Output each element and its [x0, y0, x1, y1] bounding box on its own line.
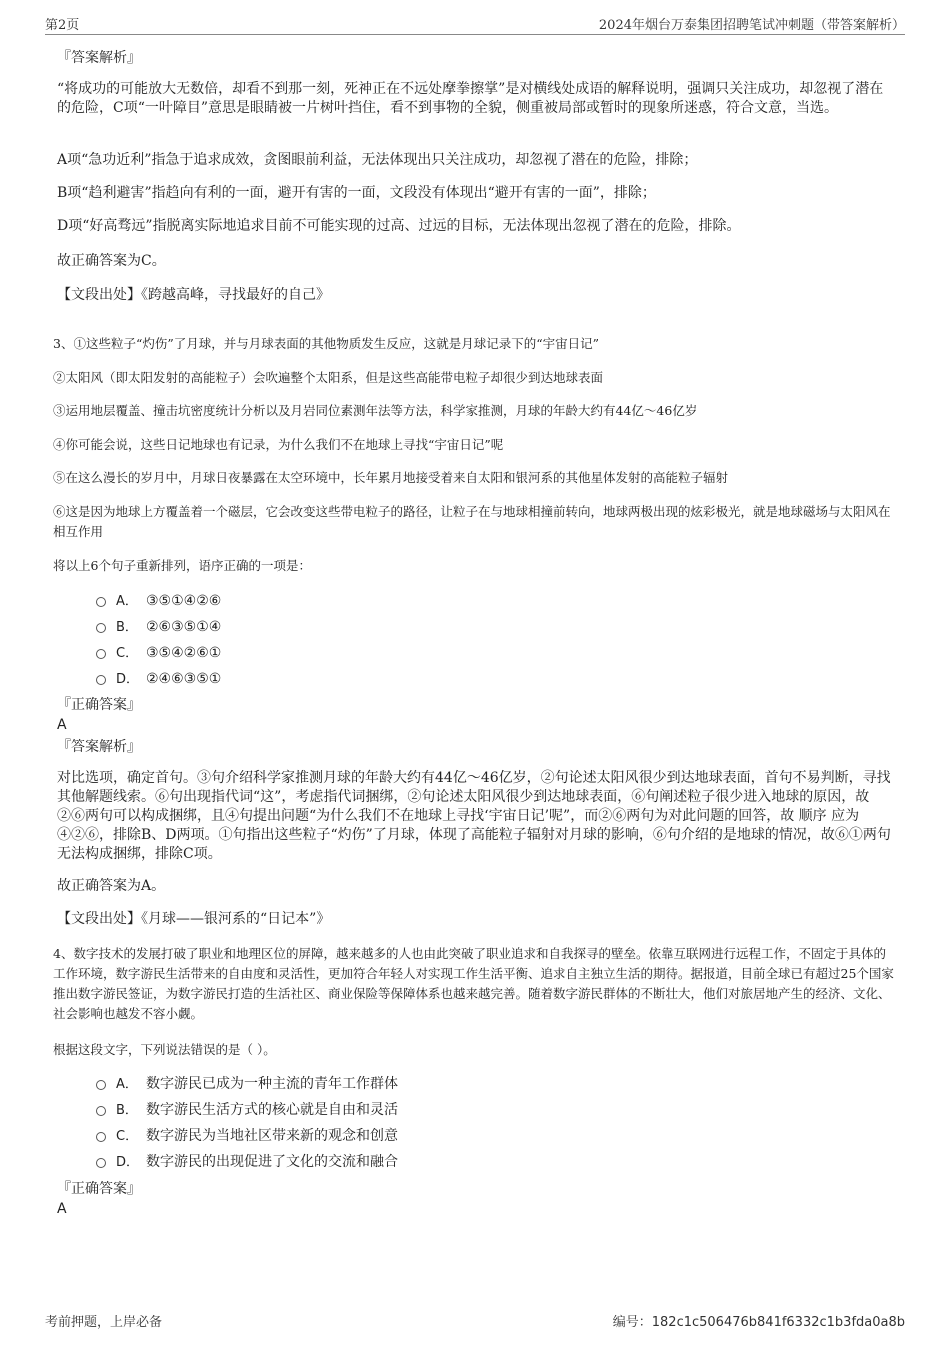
- q3-sentence-1: 3、①这些粒子“灼伤”了月球，并与月球表面的其他物质发生反应，这就是月球记录下的“宇宙日记”: [53, 336, 600, 351]
- option-text: ③⑤④②⑥①: [146, 645, 222, 661]
- q3-answer-label: 『正确答案』: [57, 697, 141, 713]
- radio-icon[interactable]: [96, 1106, 106, 1116]
- q3-sentence-4: ④你可能会说，这些日记地球也有记录，为什么我们不在地球上寻找“宇宙日记”呢: [53, 437, 504, 452]
- q4-answer: A: [57, 1201, 67, 1217]
- option-letter: D．: [116, 672, 140, 687]
- option-text: 数字游民的出现促进了文化的交流和融合: [146, 1154, 398, 1170]
- q4-option-d[interactable]: [96, 1152, 398, 1172]
- code-label: 编号：: [612, 1315, 652, 1330]
- q2-analysis-option-d: D项“好高骛远”指脱离实际地追求目前不可能实现的过高、过远的目标，无法体现出忽视了潜在的危险，排除。: [57, 218, 741, 234]
- q3-sentence-2: ②太阳风（即太阳发射的高能粒子）会吹遍整个太阳系，但是这些高能带电粒子却很少到达地球表面: [53, 370, 604, 385]
- q3-conclusion: 故正确答案为A。: [57, 878, 166, 894]
- q3-option-a[interactable]: [96, 591, 221, 611]
- q4-prompt: 根据这段文字，下列说法错误的是（ ）。: [53, 1042, 276, 1057]
- q3-option-b[interactable]: [96, 617, 221, 637]
- radio-icon[interactable]: [96, 1080, 106, 1090]
- footer-slogan: 考前押题，上岸必备: [45, 1315, 163, 1330]
- q2-analysis-paragraph: “将成功的可能放大无数倍，却看不到那一刻，死神正在不远处摩拳擦掌”是对横线处成语的解释说明，强调只关注成功，却忽视了潜在的危险，C项“一叶障目”意思是眼睛被一片树叶挡住，看不到事物的全貌，侧重被局部或暂时的现象所迷惑，符合文意，当选。: [57, 81, 884, 116]
- option-text: 数字游民为当地社区带来新的观念和创意: [146, 1128, 398, 1144]
- q4-stem: 4、数字技术的发展打破了职业和地理区位的屏障，越来越多的人也由此突破了职业追求和自我探寻的壁垒。依靠互联网进行远程工作，不固定于具体的工作环境，数字游民生活带来的自由度和灵活性，更加符合年轻人对实现工作生活平衡、追求自主独立生活的期待。据报道，目前全球已有超过25个国家推出数字游民签证，为数字游民打造的生活社区、商业保险等保障体系也越来越完善。随着数字游民群体的不断壮大，他们对旅居地产生的经济、文化、社会影响也越发不容小觑。: [53, 946, 894, 1021]
- q3-prompt: 将以上6个句子重新排列，语序正确的一项是：: [53, 558, 311, 573]
- option-letter: C．: [116, 1129, 139, 1144]
- q2-analysis-option-a: A项“急功近利”指急于追求成效，贪图眼前利益，无法体现出只关注成功，却忽视了潜在的危险，排除；: [57, 152, 698, 168]
- q3-sentence-5: ⑤在这么漫长的岁月中，月球日夜暴露在太空环境中，长年累月地接受着来自太阳和银河系的其他星体发射的高能粒子辐射: [53, 470, 729, 485]
- q3-option-d[interactable]: [96, 669, 221, 689]
- option-letter: A．: [116, 1077, 138, 1092]
- q3-sentence-6: ⑥这是因为地球上方覆盖着一个磁层，它会改变这些带电粒子的路径，让粒子在与地球相撞前转向，地球两极出现的炫彩极光，就是地球磁场与太阳风在相互作用: [53, 504, 891, 539]
- q4-option-b[interactable]: [96, 1100, 398, 1120]
- code-value: 182c1c506476b841f6332c1b3fda0a8b: [651, 1315, 905, 1330]
- option-letter: A．: [116, 594, 138, 609]
- document-title: 2024年烟台万泰集团招聘笔试冲刺题（带答案解析）: [598, 18, 905, 33]
- radio-icon[interactable]: [96, 623, 106, 633]
- q3-analysis: 对比选项，确定首句。③句介绍科学家推测月球的年龄大约有44亿～46亿岁，②句论述太阳风很少到达地球表面，首句不易判断，寻找其他解题线索。⑥句出现指代词“这”，考虑指代词捆绑，②句论述太阳风很少到达地球表面，⑥句阐述粒子很少进入地球的原因，故②⑥两句可以构成捆绑，且④句提出问题“为什么我们不在地球上寻找‘宇宙日记’呢”，而②⑥两句为对此问题的回答，故 顺序 应为④②⑥，排除B、D两项。①句指出这些粒子“灼伤”了月球，体现了高能粒子辐射对月球的影响，⑥句介绍的是地球的情况，故⑥①两句无法构成捆绑，排除C项。: [57, 770, 891, 862]
- option-letter: B．: [116, 620, 138, 635]
- radio-icon[interactable]: [96, 649, 106, 659]
- option-text: ②④⑥③⑤①: [146, 671, 222, 687]
- radio-icon[interactable]: [96, 1132, 106, 1142]
- radio-icon[interactable]: [96, 597, 106, 607]
- q3-analysis-label: 『答案解析』: [57, 739, 141, 755]
- q4-answer-label: 『正确答案』: [57, 1181, 141, 1197]
- option-text: 数字游民已成为一种主流的青年工作群体: [146, 1076, 398, 1092]
- q4-option-c[interactable]: [96, 1126, 398, 1146]
- radio-icon[interactable]: [96, 675, 106, 685]
- q4-option-a[interactable]: [96, 1074, 398, 1094]
- q3-option-c[interactable]: [96, 643, 221, 663]
- q2-analysis-label: 『答案解析』: [57, 50, 141, 66]
- option-letter: D．: [116, 1155, 140, 1170]
- q3-answer: A: [57, 717, 67, 733]
- option-text: ②⑥③⑤①④: [146, 619, 222, 635]
- option-letter: B．: [116, 1103, 138, 1118]
- option-text: ③⑤①④②⑥: [146, 593, 222, 609]
- q2-source: 【文段出处】《跨越高峰，寻找最好的自己》: [57, 287, 330, 303]
- q2-conclusion: 故正确答案为C。: [57, 253, 166, 269]
- q2-analysis-option-b: B项“趋利避害”指趋向有利的一面，避开有害的一面，文段没有体现出“避开有害的一面”，排除；: [57, 185, 656, 201]
- q3-sentence-3: ③运用地层覆盖、撞击坑密度统计分析以及月岩同位素测年法等方法，科学家推测，月球的年龄大约有44亿～46亿岁: [53, 403, 698, 418]
- page-header: [45, 12, 905, 35]
- q3-source: 【文段出处】《月球——银河系的“日记本”》: [57, 911, 331, 927]
- page-number: 第2页: [45, 18, 80, 33]
- footer-code: [613, 1311, 905, 1330]
- option-text: 数字游民生活方式的核心就是自由和灵活: [146, 1102, 398, 1118]
- option-letter: C．: [116, 646, 139, 661]
- radio-icon[interactable]: [96, 1158, 106, 1168]
